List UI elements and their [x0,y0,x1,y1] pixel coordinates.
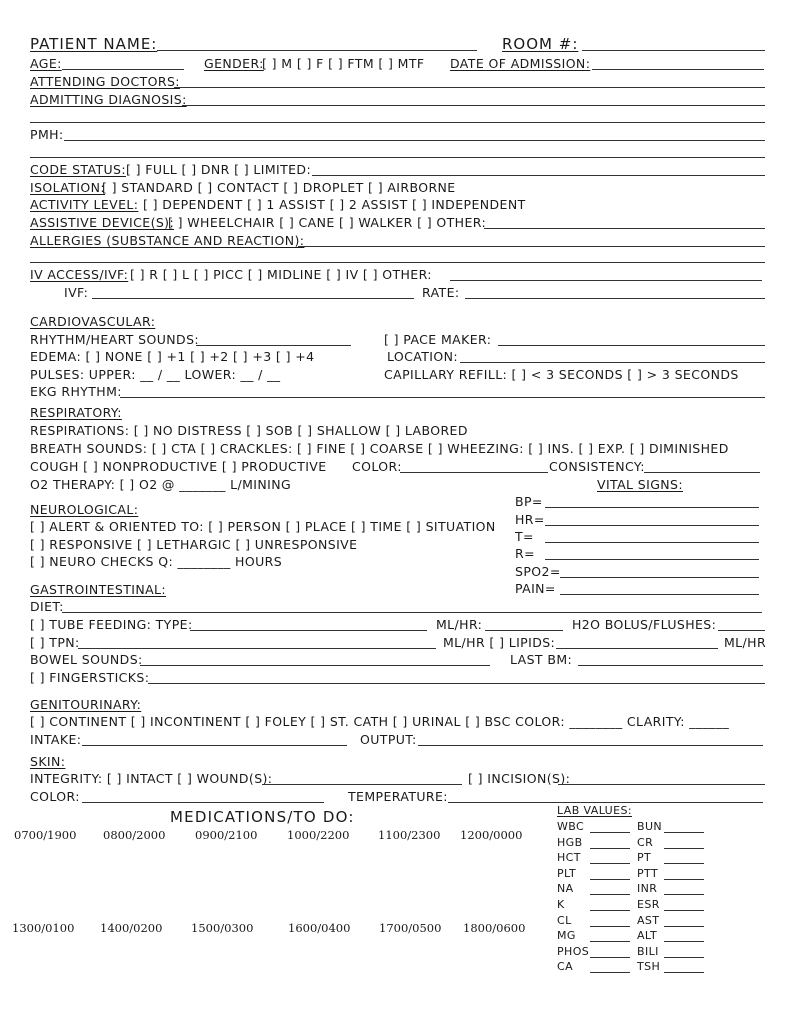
allergies-extra-line[interactable] [30,262,765,263]
vital-resp-label: R= [515,546,535,561]
gastrointestinal-title: GASTROINTESTINAL: [30,582,167,597]
pmh-extra-line[interactable] [30,157,765,158]
diet-field[interactable] [62,612,762,613]
vital-bp-field[interactable] [545,507,759,508]
fingersticks-label[interactable]: [ ] FINGERSTICKS: [30,670,150,685]
lab-label: NA [557,882,574,895]
lab-label: AST [637,914,660,927]
lab-value-field[interactable] [664,941,704,942]
lab-values-title: LAB VALUES: [557,804,632,817]
patient-name-field[interactable] [157,50,477,51]
code-status-field[interactable] [312,175,765,176]
lab-value-field[interactable] [590,894,630,895]
genitourinary-options[interactable]: [ ] CONTINENT [ ] INCONTINENT [ ] FOLEY [ ] ST. CATH [ ] URINAL [ ] BSC COLOR: ________ CLARITY: ______ [30,714,730,729]
lab-label: INR [637,882,658,895]
iv-access-field[interactable] [450,280,762,281]
skin-temperature-field[interactable] [448,802,763,803]
lab-label: BILI [637,945,659,958]
skin-integrity-options[interactable]: INTEGRITY: [ ] INTACT [ ] WOUND(S): [30,771,273,786]
room-field[interactable] [582,50,765,51]
lab-label: ESR [637,898,660,911]
lab-label: PLT [557,867,577,880]
lab-value-field[interactable] [664,926,704,927]
activity-level-label: ACTIVITY LEVEL: [30,197,139,212]
med-time-slot: 0900/2100 [195,828,258,842]
lab-label: MG [557,929,576,942]
date-of-admission-field[interactable] [592,69,764,70]
allergies-label: ALLERGIES (SUBSTANCE AND REACTION): [30,233,305,248]
isolation-options[interactable]: [ ] STANDARD [ ] CONTACT [ ] DROPLET [ ] AIRBORNE [102,180,456,195]
rhythm-heart-sounds-label: RHYTHM/HEART SOUNDS: [30,332,200,347]
ekg-rhythm-field[interactable] [120,397,765,398]
tube-feeding-mlhr-field[interactable] [485,630,563,631]
med-time-slot: 1200/0000 [460,828,523,842]
sputum-color-label: COLOR: [352,459,402,474]
skin-color-label: COLOR: [30,789,80,804]
neuro-responsive-options[interactable]: [ ] RESPONSIVE [ ] LETHARGIC [ ] UNRESPONSIVE [30,537,358,552]
vital-resp-field[interactable] [545,559,759,560]
vital-pain-field[interactable] [560,594,759,595]
breath-sounds-options[interactable]: BREATH SOUNDS: [ ] CTA [ ] CRACKLES: [ ] FINE [ ] COARSE [ ] WHEEZING: [ ] INS. [ ] EXP. [ ] DIMINISHED [30,441,729,456]
lab-value-field[interactable] [664,894,704,895]
code-status-options[interactable]: [ ] FULL [ ] DNR [ ] LIMITED: [126,162,312,177]
skin-temperature-label: TEMPERATURE: [348,789,448,804]
assistive-device-field[interactable] [484,228,765,229]
admitting-diagnosis-label: ADMITTING DIAGNOSIS: [30,92,187,107]
edema-options[interactable]: EDEMA: [ ] NONE [ ] +1 [ ] +2 [ ] +3 [ ] +4 [30,349,315,364]
lab-label: K [557,898,565,911]
lab-label: CL [557,914,572,927]
tpn-mlhr-lipids-label[interactable]: ML/HR [ ] LIPIDS: [443,635,556,650]
iv-access-options[interactable]: [ ] R [ ] L [ ] PICC [ ] MIDLINE [ ] IV [ ] OTHER: [130,267,432,282]
diet-label: DIET: [30,599,64,614]
patient-name-label: PATIENT NAME: [30,35,158,53]
lab-value-field[interactable] [664,910,704,911]
assistive-device-options[interactable]: [ ] WHEELCHAIR [ ] CANE [ ] WALKER [ ] OTHER: [168,215,487,230]
tpn-field[interactable] [78,648,436,649]
intake-label: INTAKE: [30,732,82,747]
vital-signs-title: VITAL SIGNS: [597,477,683,492]
incision-label[interactable]: [ ] INCISION(S): [468,771,571,786]
tube-feeding-type-field[interactable] [190,630,427,631]
med-time-slot: 1000/2200 [287,828,350,842]
o2-therapy-options[interactable]: O2 THERAPY: [ ] O2 @ _______ L/MINING [30,477,292,492]
last-bm-field[interactable] [578,665,763,666]
vital-temp-field[interactable] [545,542,759,543]
lab-label: HGB [557,836,583,849]
h2o-bolus-field[interactable] [718,630,765,631]
med-time-slot: 1700/0500 [379,921,442,935]
tpn-label[interactable]: [ ] TPN: [30,635,80,650]
rhythm-heart-sounds-field[interactable] [196,345,351,346]
pmh-label: PMH: [30,127,64,142]
med-time-slot: 0800/2000 [103,828,166,842]
consistency-field[interactable] [644,472,760,473]
vital-spo2-field[interactable] [560,577,759,578]
lab-value-field[interactable] [664,879,704,880]
lab-label: HCT [557,851,581,864]
genitourinary-title: GENITOURINARY: [30,697,142,712]
iv-access-label: IV ACCESS/IVF: [30,267,129,282]
vital-spo2-label: SPO2= [515,564,561,579]
lab-value-field[interactable] [664,848,704,849]
lab-label: WBC [557,820,585,833]
med-time-slot: 1400/0200 [100,921,163,935]
lab-value-field[interactable] [590,910,630,911]
admitting-diagnosis-extra-line[interactable] [30,122,765,123]
med-time-slot: 1600/0400 [288,921,351,935]
edema-location-label: LOCATION: [387,349,458,364]
output-field[interactable] [418,745,763,746]
fingersticks-field[interactable] [148,683,765,684]
lab-label: BUN [637,820,663,833]
lab-label: PHOS [557,945,590,958]
lab-value-field[interactable] [590,972,630,973]
attending-doctors-label: ATTENDING DOCTORS: [30,74,180,89]
vital-temp-label: T= [515,529,534,544]
neurological-title: NEUROLOGICAL: [30,502,139,517]
lab-label: PT [637,851,652,864]
lipids-mlhr-label: ML/HR [724,635,767,650]
rate-field[interactable] [465,298,765,299]
lab-value-field[interactable] [664,863,704,864]
lab-value-field[interactable] [590,879,630,880]
tube-feeding-mlhr-label: ML/HR: [436,617,483,632]
assistive-device-label: ASSISTIVE DEVICE(S): [30,215,175,230]
med-time-slot: 1500/0300 [191,921,254,935]
output-label: OUTPUT: [360,732,417,747]
lipids-field[interactable] [556,648,718,649]
code-status-label: CODE STATUS: [30,162,126,177]
vital-hr-label: HR= [515,512,545,527]
vital-pain-label: PAIN= [515,581,556,596]
lab-value-field[interactable] [590,957,630,958]
room-label: ROOM #: [502,35,579,53]
date-of-admission-label: DATE OF ADMISSION: [450,56,591,71]
allergies-field[interactable] [298,246,765,247]
respirations-options[interactable]: RESPIRATIONS: [ ] NO DISTRESS [ ] SOB [ ] SHALLOW [ ] LABORED [30,423,468,438]
cardiovascular-title: CARDIOVASCULAR: [30,314,156,329]
neuro-oriented-options[interactable]: [ ] ALERT & ORIENTED TO: [ ] PERSON [ ] PLACE [ ] TIME [ ] SITUATION [30,519,496,534]
gender-label: GENDER: [204,56,264,71]
isolation-label: ISOLATION: [30,180,106,195]
skin-color-field[interactable] [82,802,324,803]
lab-label: PTT [637,867,659,880]
admitting-diagnosis-field[interactable] [182,105,765,106]
vital-bp-label: BP= [515,494,543,509]
wounds-field[interactable] [262,784,462,785]
lab-value-field[interactable] [590,863,630,864]
respiratory-title: RESPIRATORY: [30,405,122,420]
age-label: AGE: [30,56,62,71]
skin-title: SKIN: [30,754,66,769]
tube-feeding-label[interactable]: [ ] TUBE FEEDING: TYPE: [30,617,193,632]
ekg-rhythm-label: EKG RHYTHM: [30,384,122,399]
med-time-slot: 1800/0600 [463,921,526,935]
activity-level-options[interactable]: [ ] DEPENDENT [ ] 1 ASSIST [ ] 2 ASSIST [ ] INDEPENDENT [143,197,526,212]
bowel-sounds-label: BOWEL SOUNDS: [30,652,143,667]
lab-label: ALT [637,929,658,942]
intake-field[interactable] [82,745,347,746]
pacemaker-label[interactable]: [ ] PACE MAKER: [384,332,492,347]
gender-options[interactable]: [ ] M [ ] F [ ] FTM [ ] MTF [262,56,425,71]
age-field[interactable] [62,69,184,70]
lab-label: TSH [637,960,661,973]
bowel-sounds-field[interactable] [140,665,490,666]
h2o-bolus-label: H2O BOLUS/FLUSHES: [572,617,717,632]
edema-location-field[interactable] [460,362,765,363]
lab-value-field[interactable] [590,832,630,833]
pulses-label[interactable]: PULSES: UPPER: __ / __ LOWER: __ / __ [30,367,281,382]
last-bm-label: LAST BM: [510,652,573,667]
neuro-checks-options[interactable]: [ ] NEURO CHECKS Q: ________ HOURS [30,554,283,569]
capillary-refill-options[interactable]: CAPILLARY REFILL: [ ] < 3 SECONDS [ ] > 3 SECONDS [384,367,739,382]
incision-field[interactable] [558,784,765,785]
lab-value-field[interactable] [664,972,704,973]
lab-value-field[interactable] [590,941,630,942]
lab-value-field[interactable] [664,832,704,833]
sputum-color-field[interactable] [400,472,548,473]
ivf-label: IVF: [64,285,89,300]
vital-hr-field[interactable] [545,525,759,526]
lab-value-field[interactable] [664,957,704,958]
lab-label: CR [637,836,654,849]
med-time-slot: 0700/1900 [14,828,77,842]
lab-label: CA [557,960,574,973]
consistency-label: CONSISTENCY: [549,459,645,474]
pmh-field[interactable] [64,140,765,141]
rate-label: RATE: [422,285,460,300]
med-time-slot: 1300/0100 [12,921,75,935]
attending-doctors-field[interactable] [174,87,765,88]
pacemaker-field[interactable] [498,345,765,346]
lab-value-field[interactable] [590,848,630,849]
lab-value-field[interactable] [590,926,630,927]
medications-title: MEDICATIONS/TO DO: [170,808,355,826]
ivf-field[interactable] [92,298,414,299]
med-time-slot: 1100/2300 [378,828,441,842]
cough-options[interactable]: COUGH [ ] NONPRODUCTIVE [ ] PRODUCTIVE [30,459,327,474]
